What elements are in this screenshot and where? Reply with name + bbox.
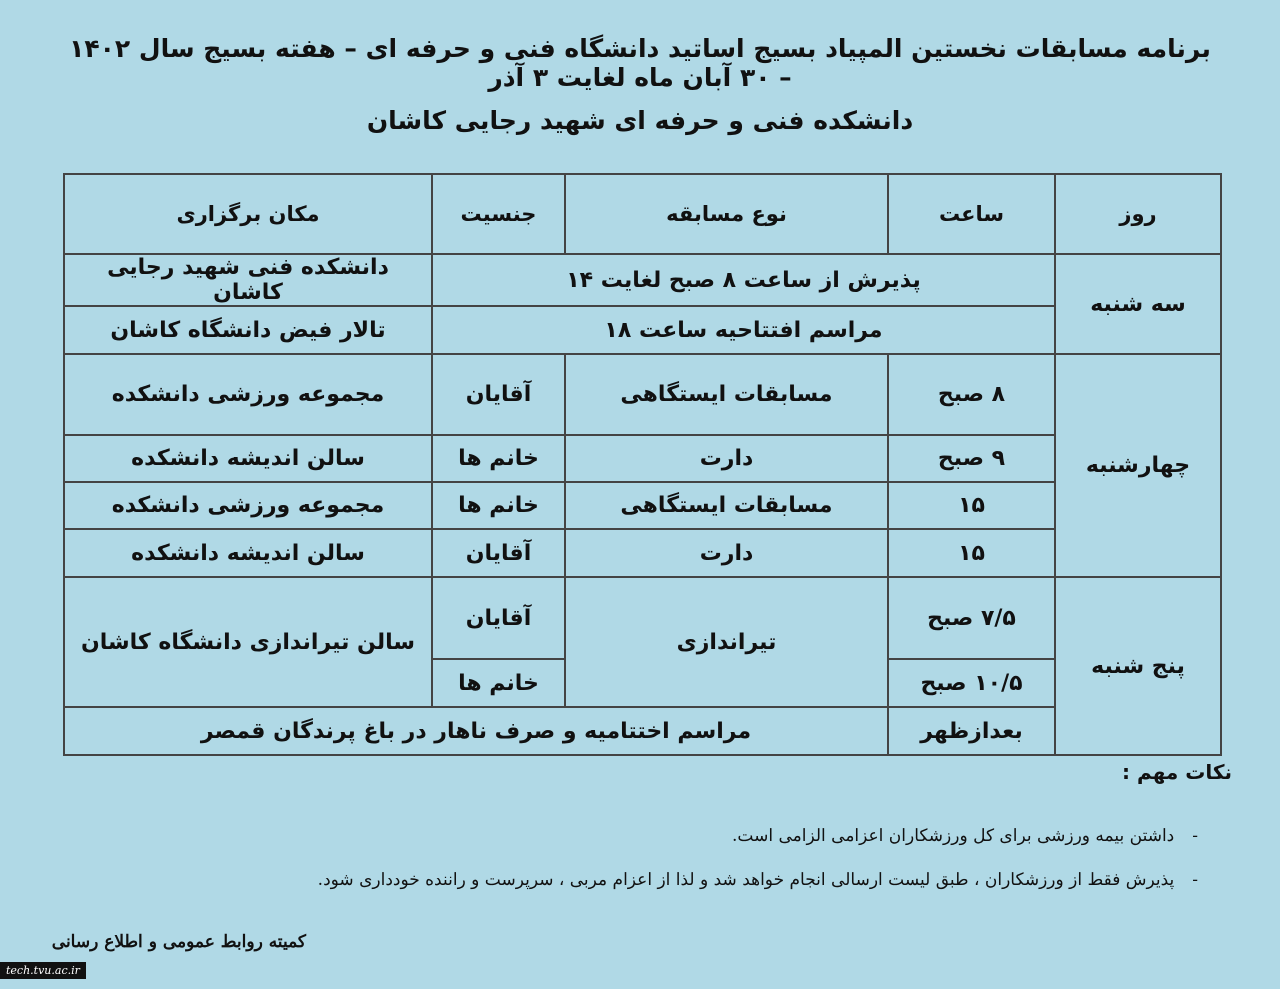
header-venue: مکان برگزاری	[64, 174, 432, 254]
table-row	[64, 354, 1221, 435]
note-text: پذیرش فقط از ورزشکاران ، طبق لیست ارسالی انجام خواهد شد و لذا از اعزام مربی ، سرپرست و راننده خودداری شود.	[317, 870, 1175, 890]
gender-cell: آقایان	[432, 354, 565, 435]
note-text: داشتن بیمه ورزشی برای کل ورزشکاران اعزامی الزامی است.	[732, 826, 1175, 846]
time-cell: بعدازظهر	[888, 707, 1055, 755]
note-item	[732, 826, 1198, 846]
event-cell: مسابقات ایستگاهی	[565, 482, 888, 529]
gender-cell: خانم ها	[432, 435, 565, 482]
gender-cell: خانم ها	[432, 659, 565, 707]
watermark: tech.tvu.ac.ir	[0, 962, 86, 979]
committee-signature: کمیته روابط عمومی و اطلاع رسانی	[51, 932, 306, 952]
venue-cell: سالن اندیشه دانشکده	[64, 529, 432, 577]
time-cell: ۱۵	[888, 529, 1055, 577]
info-cell: مراسم افتتاحیه ساعت ۱۸	[432, 306, 1055, 354]
gender-cell: آقایان	[432, 529, 565, 577]
table-row	[64, 306, 1221, 354]
event-cell: تیراندازی	[565, 577, 888, 707]
table-row	[64, 529, 1221, 577]
day-cell-wednesday: چهارشنبه	[1055, 354, 1221, 577]
table-row	[64, 707, 1221, 755]
header-day: روز	[1055, 174, 1221, 254]
gender-cell: آقایان	[432, 577, 565, 659]
table-row	[64, 482, 1221, 529]
time-cell: ۱۵	[888, 482, 1055, 529]
note-item	[318, 870, 1198, 890]
info-cell: پذیرش از ساعت ۸ صبح لغایت ۱۴	[432, 254, 1055, 306]
venue-cell: سالن اندیشه دانشکده	[64, 435, 432, 482]
notes-heading: نکات مهم :	[1122, 760, 1232, 784]
venue-cell: دانشکده فنی شهید رجایی کاشان	[64, 254, 432, 306]
time-cell: ۱۰/۵ صبح	[888, 659, 1055, 707]
time-cell: ۷/۵ صبح	[888, 577, 1055, 659]
time-cell: ۸ صبح	[888, 354, 1055, 435]
day-cell-thursday: پنج شنبه	[1055, 577, 1221, 755]
table-row	[64, 577, 1221, 659]
venue-cell: مجموعه ورزشی دانشکده	[64, 354, 432, 435]
header-time: ساعت	[888, 174, 1055, 254]
page-title: برنامه مسابقات نخستین المپیاد بسیج اساتید دانشگاه فنی و حرفه ای – هفته بسیج سال ۱۴۰۲ – ۳۰ آبان ماه لغایت ۳ آذر	[69, 34, 1211, 92]
day-cell-tuesday: سه شنبه	[1055, 254, 1221, 354]
header-gender: جنسیت	[432, 174, 565, 254]
schedule-table	[63, 173, 1222, 756]
info-cell: مراسم اختتامیه و صرف ناهار در باغ پرندگان قمصر	[64, 707, 888, 755]
header-event: نوع مسابقه	[565, 174, 888, 254]
event-cell: دارت	[565, 529, 888, 577]
table-header-row	[64, 174, 1221, 254]
event-cell: مسابقات ایستگاهی	[565, 354, 888, 435]
venue-cell: تالار فیض دانشگاه کاشان	[64, 306, 432, 354]
venue-cell: سالن تیراندازی دانشگاه کاشان	[64, 577, 432, 707]
table-row	[64, 435, 1221, 482]
page-subtitle: دانشکده فنی و حرفه ای شهید رجایی کاشان	[366, 106, 914, 135]
gender-cell: خانم ها	[432, 482, 565, 529]
venue-cell: مجموعه ورزشی دانشکده	[64, 482, 432, 529]
event-cell: دارت	[565, 435, 888, 482]
table-row	[64, 254, 1221, 306]
time-cell: ۹ صبح	[888, 435, 1055, 482]
bullet-dash: -	[1192, 870, 1198, 890]
bullet-dash: -	[1192, 826, 1198, 846]
